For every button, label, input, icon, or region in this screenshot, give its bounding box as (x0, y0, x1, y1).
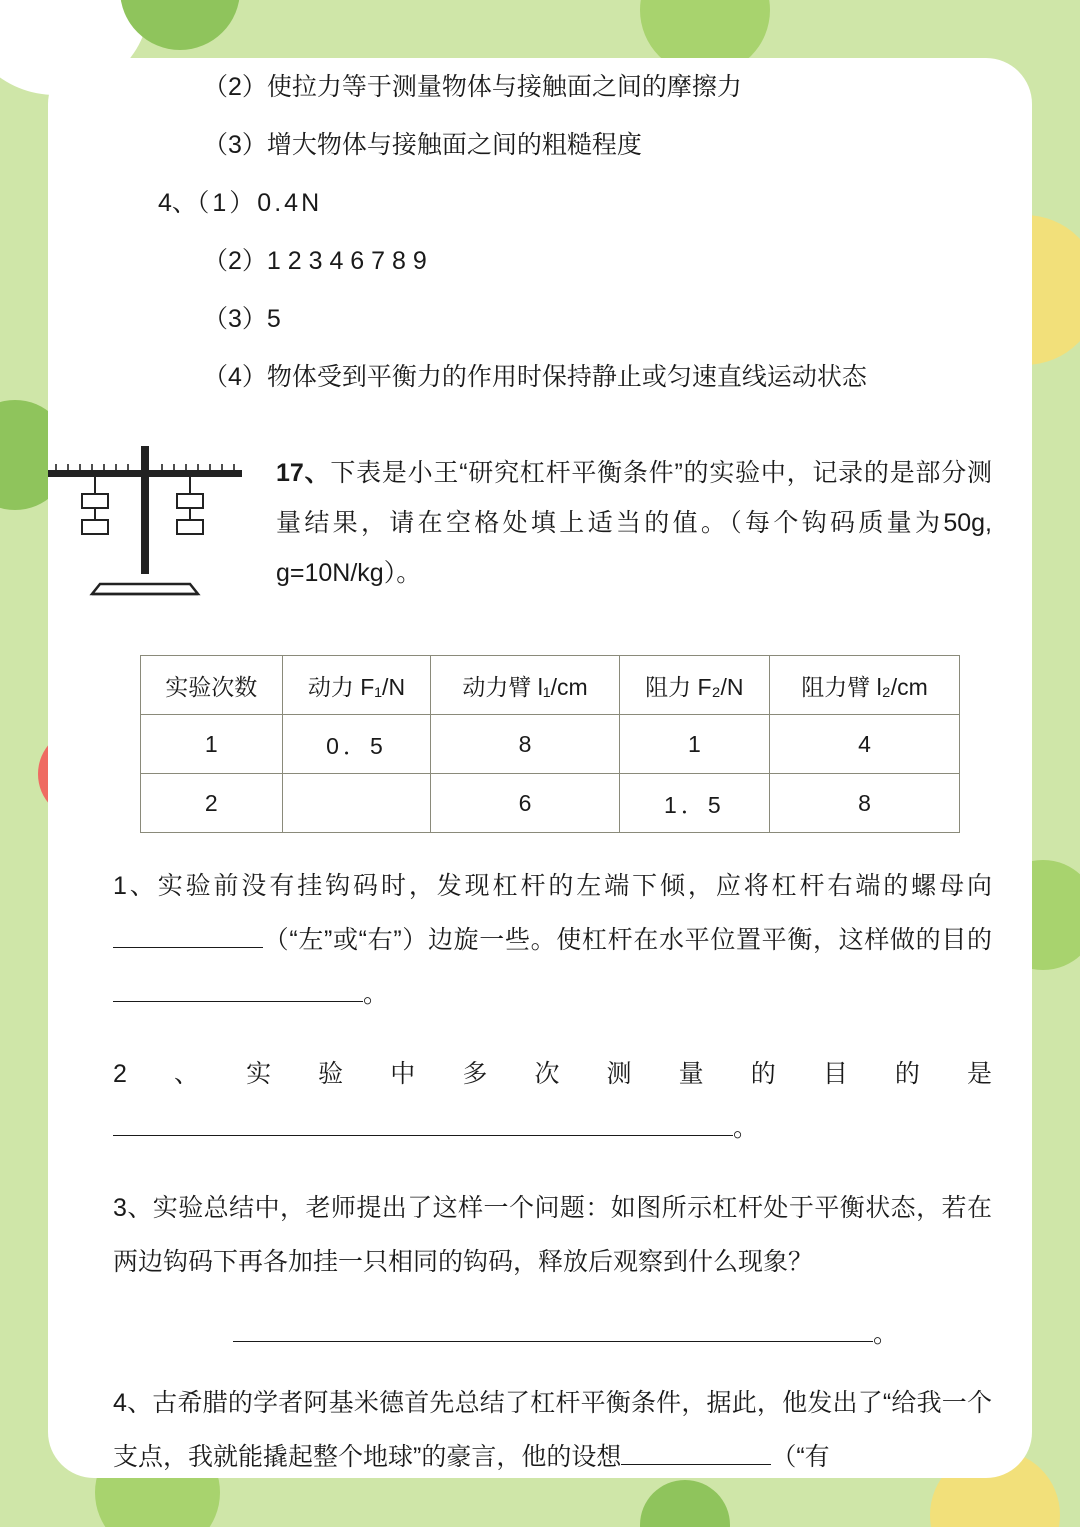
experiment-data-table (140, 655, 960, 833)
question-17-number: 17、 (276, 459, 331, 487)
table-cell-r0c0: 1 (141, 715, 283, 774)
sub-question-1-part-b: （“左”或“右”）边旋一些。使杠杆在水平位置平衡，这样做的目的 (263, 926, 992, 954)
sub-question-1-part-c: 。 (363, 980, 389, 1008)
table-cell-r1c0: 2 (141, 774, 283, 833)
sub-question-4 (113, 1376, 992, 1478)
sub-question-4-text (113, 1376, 992, 1478)
table-cell-r0c2: 8 (431, 715, 619, 774)
answer-blank[interactable] (113, 1001, 363, 1002)
table-header-cell-4: 阻力臂 l₂/cm (770, 656, 960, 715)
lever-balance-svg (48, 438, 250, 603)
table-cell-r0c3: 1 (619, 715, 769, 774)
answer-blank[interactable] (621, 1464, 771, 1465)
answer-blank[interactable] (113, 947, 263, 948)
item4-label: 4、 (158, 189, 197, 217)
sub-question-3-answer-row (113, 1297, 1032, 1350)
table-cell-r0c1: 0．5 (282, 715, 431, 774)
item4-line-1 (48, 174, 1032, 232)
question-17-text (276, 448, 992, 598)
sub-question-2-text (113, 1047, 992, 1155)
table-header-cell-3: 阻力 F₂/N (619, 656, 769, 715)
page-content (48, 58, 1032, 1478)
table-cell-r0c4: 4 (770, 715, 960, 774)
table-cell-r1c3: 1．5 (619, 774, 769, 833)
table-header-cell-0: 实验次数 (141, 656, 283, 715)
table-header-row (141, 656, 960, 715)
item4-answer-1: （1）0.4N (196, 189, 323, 217)
sub-question-1 (113, 859, 992, 1021)
sub-question-1-text (113, 859, 992, 1021)
table-header-cell-2: 动力臂 l₁/cm (431, 656, 619, 715)
sub-question-3-part-b: 。 (873, 1320, 899, 1348)
answer-blank[interactable] (113, 1135, 733, 1136)
sub-question-2-part-b: 。 (733, 1114, 759, 1142)
table-cell-r1c2: 6 (431, 774, 619, 833)
sub-question-2-part-a: 2、实验中多次测量的目的是 (113, 1060, 992, 1088)
answer-line-2: （2）使拉力等于测量物体与接触面之间的摩擦力 (203, 73, 742, 101)
item4-line-3: （3）5 (203, 305, 281, 333)
sub-question-1-part-a: 1、实验前没有挂钩码时，发现杠杆的左端下倾，应将杠杆右端的螺母向 (113, 872, 992, 900)
question-17-body: 下表是小王“研究杠杆平衡条件”的实验中，记录的是部分测量结果，请在空格处填上适当的值。（每个钩码质量为50g, g=10N/kg）。 (276, 459, 993, 587)
sub-question-4-part-b: （“有 (771, 1443, 830, 1471)
sub-question-3 (113, 1181, 992, 1289)
answer-line-3: （3）增大物体与接触面之间的粗糙程度 (203, 131, 642, 159)
table-cell-r1c4: 8 (770, 774, 960, 833)
table-row (141, 774, 960, 833)
item4-line-4: （4）物体受到平衡力的作用时保持静止或匀速直线运动状态 (203, 363, 867, 391)
table-header-cell-1: 动力 F₁/N (282, 656, 431, 715)
question-17 (48, 448, 1032, 623)
sub-question-3-text: 3、实验总结中，老师提出了这样一个问题：如图所示杠杆处于平衡状态，若在两边钩码下再各加挂一只相同的钩码，释放后观察到什么现象？ (113, 1194, 992, 1276)
deco-circle-green-br (640, 1480, 730, 1527)
lever-balance-diagram (48, 438, 250, 603)
document-page (48, 58, 1032, 1478)
table-row (141, 715, 960, 774)
answer-blank[interactable] (233, 1301, 873, 1342)
item4-line-2: （2）1 2 3 4 6 7 8 9 (203, 247, 427, 275)
sub-question-2 (113, 1047, 992, 1155)
table-cell-r1c1 (282, 774, 431, 833)
sub-question-4-part-a: 4、古希腊的学者阿基米德首先总结了杠杆平衡条件，据此，他发出了“给我一个支点，我就能撬起整个地球”的豪言，他的设想 (113, 1389, 992, 1471)
